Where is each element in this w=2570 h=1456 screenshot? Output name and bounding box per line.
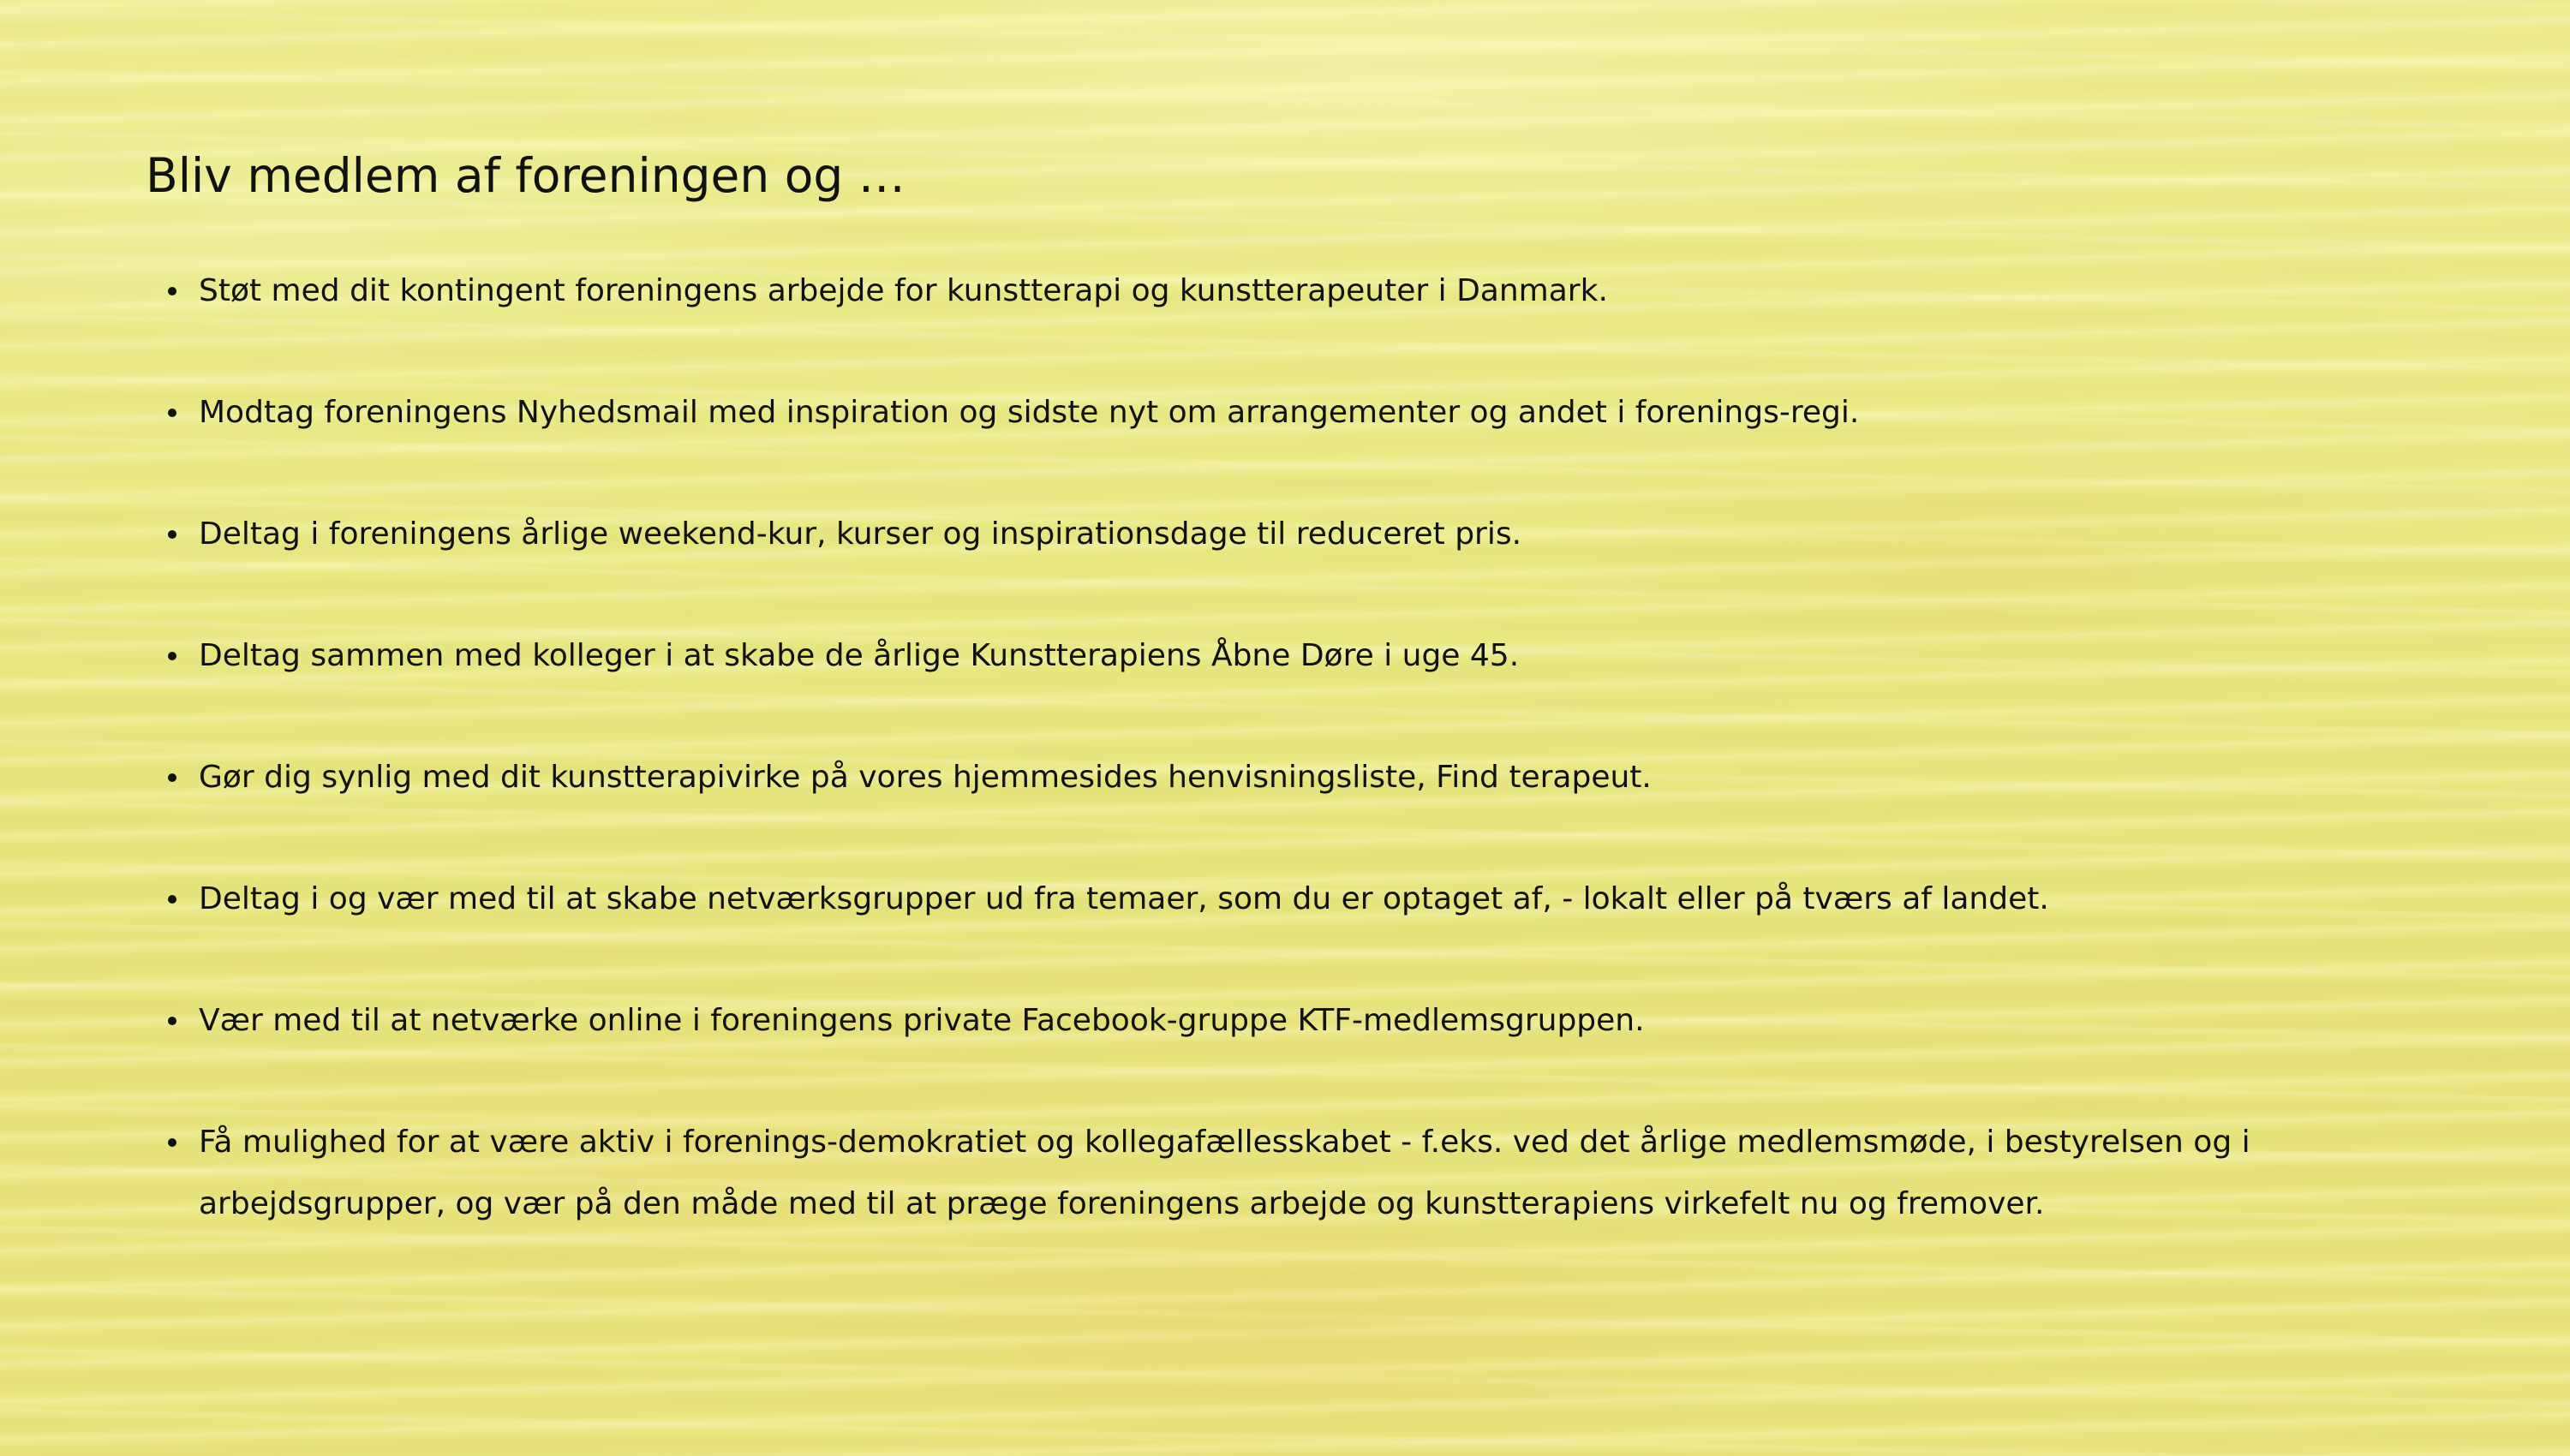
benefit-item	[146, 382, 2459, 444]
bullet-icon	[168, 530, 176, 539]
benefit-item	[146, 868, 2459, 930]
bullet-icon	[168, 287, 176, 295]
benefit-text: Deltag i og vær med til at skabe netværksgrupper ud fra temaer, som du er optaget af, - lokalt eller på tværs af landet.	[199, 881, 2049, 916]
benefit-item	[146, 625, 2459, 687]
benefit-item	[146, 504, 2459, 565]
main-content	[146, 137, 2459, 1295]
bullet-icon	[168, 773, 176, 782]
benefit-item	[146, 990, 2459, 1052]
benefit-item	[146, 260, 2459, 322]
benefits-list	[146, 260, 2459, 1235]
benefit-text: Gør dig synlig med dit kunstterapivirke på vores hjemmesides henvisningsliste, Find terapeut.	[199, 760, 1652, 795]
bullet-icon	[168, 895, 176, 904]
benefit-text: Få mulighed for at være aktiv i forenings-demokratiet og kollegafællesskabet - f.eks. ved det årlige medlemsmøde, i bestyrelsen og i arbejdsgrupper, og vær på den måde med til at præge foreningens arbejde og kunstterapiens virkefelt nu og fremover.	[199, 1125, 2250, 1221]
benefit-text: Deltag i foreningens årlige weekend-kur, kurser og inspirationsdage til reduceret pris.	[199, 516, 1522, 552]
benefit-text: Vær med til at netværke online i foreningens private Facebook-gruppe KTF-medlemsgruppen.	[199, 1003, 1645, 1038]
benefit-text: Støt med dit kontingent foreningens arbejde for kunstterapi og kunstterapeuter i Danmark.	[199, 273, 1608, 308]
bullet-icon	[168, 409, 176, 417]
bullet-icon	[168, 652, 176, 660]
bullet-icon	[168, 1138, 176, 1147]
page-heading: Bliv medlem af foreningen og …	[146, 148, 905, 203]
bullet-icon	[168, 1017, 176, 1025]
benefit-text: Modtag foreningens Nyhedsmail med inspiration og sidste nyt om arrangementer og andet i forenings-regi.	[199, 395, 1860, 430]
benefit-item	[146, 747, 2459, 809]
benefit-text: Deltag sammen med kolleger i at skabe de årlige Kunstterapiens Åbne Døre i uge 45.	[199, 638, 1520, 673]
benefit-item	[146, 1112, 2459, 1235]
